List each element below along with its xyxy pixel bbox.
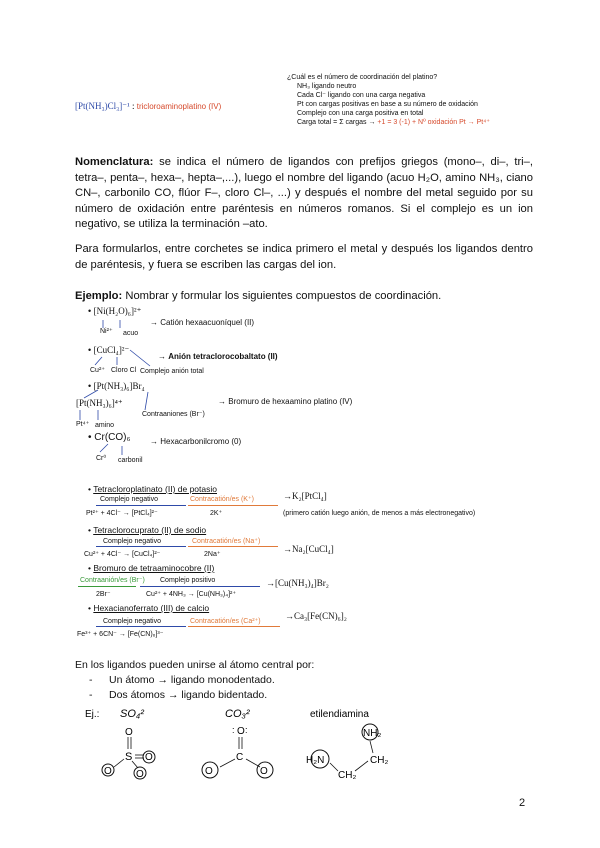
top-formula: [Pt(NH₃)Cl₃]⁻¹ <box>75 101 130 111</box>
form-3-name: Bromuro de tetraaminocobre (II) <box>93 563 215 573</box>
so4-O-left: O <box>104 766 112 777</box>
form-2-rule-b <box>188 546 278 547</box>
named-2-formula: [CuCl₄]²⁻ <box>93 345 130 355</box>
ejemplo-label: Ejemplo: <box>75 290 123 302</box>
arrow-pt-0 <box>84 390 98 398</box>
form-2-contra: Contracatión/es (Na⁺) <box>192 538 261 545</box>
named-4-sub1: Cr⁰ <box>96 455 107 462</box>
named-1-sub1: Ni²⁺ <box>100 328 113 335</box>
en-CH2-bottom: CH₂ <box>338 770 357 781</box>
form-2-complejo: Complejo negativo <box>103 538 161 545</box>
co3-label: CO₃² <box>225 708 250 720</box>
form-2: • Tetraclorocuprato (II) de sodio <box>88 525 207 535</box>
arrow-cu-1 <box>95 357 102 365</box>
named-3-sub2: amino <box>95 422 115 429</box>
co3-O-left: O <box>205 766 213 777</box>
named-3-sub1: Pt⁴⁺ <box>76 421 90 428</box>
form-1-name: Tetracloroplatinato (II) de potasio <box>93 484 217 494</box>
form-4-eq: Fe³⁺ + 6CN⁻ → [Fe(CN)₆]³⁻ <box>77 631 164 638</box>
top-example <box>75 101 221 112</box>
page-number: 2 <box>519 797 526 809</box>
arrow-cu-3 <box>130 350 150 366</box>
form-4-name: Hexacianoferrato (III) de calcio <box>93 603 210 613</box>
form-3-rule-b <box>140 586 260 587</box>
form-4: • Hexacianoferrato (III) de calcio <box>88 603 210 613</box>
named-1-formula: [Ni(H₂O)₆]²⁺ <box>93 306 142 316</box>
named-2-name: Anión tetraclorocobaltato (II) <box>168 352 278 361</box>
form-1-complejo: Complejo negativo <box>100 496 158 503</box>
nomenclatura-text: se indica el número de ligandos con prefijos griegos (mono–, di–, tri–, tetra–, penta–, hexa–, hepta–,...), luego el nombre del ligando (acuo H₂O, amino NH₃, ciano CN–, carbonilo CO, flúor F–, cloro Cl–, ...) y después el nombre del metal seguido por su número de oxidación entre paréntesis en números romanos. Si el complejo es un ion negativo, se utiliza la terminación –ato. <box>75 156 533 230</box>
note-2: Cada Cl⁻ ligando con una carga negativa <box>297 92 426 99</box>
named-1-arrow: → <box>150 318 158 327</box>
form-1-eq: Pt²⁺ + 4Cl⁻ → [PtCl₄]²⁻ <box>86 510 158 517</box>
named-3-sub3: Contraaniones (Br⁻) <box>142 411 205 418</box>
named-4-formula: Cr(CO)₆ <box>94 432 131 443</box>
form-1-note: (primero catión luego anión, de menos a más electronegativo) <box>283 510 476 517</box>
named-3-sub0: [Pt(NH₃)₆]⁴⁺ <box>76 398 123 408</box>
form-3-ion: 2Br⁻ <box>96 591 111 598</box>
arrow-cr-1 <box>100 444 108 452</box>
co3-O-top: O <box>237 726 245 737</box>
form-3: • Bromuro de tetraaminocobre (II) <box>88 563 215 573</box>
coordination-notes <box>287 73 527 127</box>
note-1: NH₃ ligando neutro <box>297 83 357 90</box>
form-1-contra: Contracatión/es (K⁺) <box>190 496 254 503</box>
nomenclatura-paragraph <box>75 155 533 233</box>
form-2-name: Tetraclorocuprato (II) de sodio <box>93 525 207 535</box>
named-4-name: Hexacarbonilcromo (0) <box>160 437 242 446</box>
note-3: Pt con cargas positivas en base a su número de oxidación <box>297 101 478 108</box>
ligandos-item-1: - Un átomo → ligando monodentado. <box>89 674 275 686</box>
so4-O-bottom: O <box>136 769 144 780</box>
charge-line-a: Carga total = Σ cargas → <box>297 119 378 126</box>
form-4-result: →Ca₃[Fe(CN)₆]₂ <box>285 611 347 621</box>
form-4-contra: Contracatión/es (Ca²⁺) <box>190 618 261 625</box>
eg-label: Ej.: <box>85 709 100 720</box>
so4-O-top: O <box>125 727 133 738</box>
ligandos-item-1-text: Un átomo → ligando monodentado. <box>109 674 275 686</box>
named-4-sub2: carbonil <box>118 457 143 464</box>
en-H2N-left: H₂N <box>306 755 325 766</box>
named-2-sub1: Cu²⁺ <box>90 367 105 374</box>
coordination-question: ¿Cuál es el número de coordinación del platino? <box>287 74 438 81</box>
ligand-structures <box>80 703 420 783</box>
form-2-result: →Na₂[CuCl₄] <box>283 544 334 554</box>
svg-text::: : <box>245 725 248 735</box>
charge-line-b: +1 = 3 (-1) + Nº oxidación Pt → Pt⁴⁺ <box>377 119 490 126</box>
form-2-ion: 2Na⁺ <box>204 551 221 558</box>
top-sep: : <box>129 101 137 111</box>
en-NH2-top: NH₂ <box>363 728 382 739</box>
arrow-pt-3 <box>145 392 148 410</box>
ligandos-intro: En los ligandos pueden unirse al átomo central por: <box>75 659 315 671</box>
form-3-contra: Contraanión/es (Br⁻) <box>80 577 145 584</box>
form-2-rule-a <box>96 546 186 547</box>
form-3-result: →[Cu(NH₃)₄]Br₂ <box>266 578 329 588</box>
named-3-name: Bromuro de hexaamino platino (IV) <box>228 397 353 406</box>
named-1-sub2: acuo <box>123 330 139 337</box>
nomenclatura-label: Nomenclatura: <box>75 156 154 168</box>
form-2-eq: Cu²⁺ + 4Cl⁻ → [CuCl₄]²⁻ <box>84 551 161 558</box>
form-3-rule-a <box>78 586 136 587</box>
note-4: Complejo con una carga positiva en total <box>297 110 424 117</box>
named-4-arrow: → <box>150 437 158 446</box>
form-4-rule-b <box>188 626 280 627</box>
ligandos-item-2-text: Dos átomos → ligando bidentado. <box>109 689 268 701</box>
top-name: tricloroaminoplatino (IV) <box>136 102 222 111</box>
formular-text: Para formularlos, entre corchetes se indica primero el metal y después los ligandos dentro de paréntesis, y fuera se escriben las cargas del ion. <box>75 243 533 271</box>
so4-S: S <box>125 751 133 763</box>
named-3-formula: [Pt(NH₃)₆]Br₄ <box>93 381 145 391</box>
named-1-name: Catión hexaacuoníquel (II) <box>160 318 255 327</box>
named-2-sub3: Complejo anión total <box>140 368 204 375</box>
formular-paragraph <box>75 242 533 273</box>
form-4-complejo: Complejo negativo <box>103 618 161 625</box>
ejemplo-text: Nombrar y formular los siguientes compuestos de coordinación. <box>122 290 442 302</box>
form-3-eq: Cu²⁺ + 4NH₃ → [Cu(NH₃)₄]²⁺ <box>146 591 237 598</box>
named-2-arrow: → <box>158 352 166 361</box>
en-CH2-right: CH₂ <box>370 755 389 766</box>
form-1: • Tetracloroplatinato (II) de potasio <box>88 484 217 494</box>
ligandos-item-2: - Dos átomos → ligando bidentado. <box>89 689 268 701</box>
form-1-rule-b <box>188 505 278 506</box>
carbonate-structure <box>202 725 273 778</box>
named-2-sub2: Cloro Cl <box>111 367 137 374</box>
form-3-complejo: Complejo positivo <box>160 577 216 584</box>
form-1-result: →K₂[PtCl₄] <box>283 491 327 501</box>
sulfate-structure <box>102 727 155 780</box>
named-2: • [CuCl₄]²⁻ <box>88 345 130 355</box>
named-3-arrow: → <box>218 397 226 406</box>
form-4-rule-a <box>96 626 186 627</box>
named-4: • Cr(CO)₆ <box>88 432 131 443</box>
ethylenediamine-structure <box>306 724 388 781</box>
co3-O-right: O <box>260 766 268 777</box>
named-3: • [Pt(NH₃)₆]Br₄ <box>88 381 145 391</box>
so4-label: SO₄² <box>120 708 144 720</box>
co3-C: C <box>236 752 244 763</box>
named-1: • [Ni(H₂O)₆]²⁺ <box>88 306 142 316</box>
co3-O-top-dots: : <box>232 725 235 735</box>
form-1-ion: 2K⁺ <box>210 510 223 517</box>
named-arrows <box>70 300 270 470</box>
en-label: etilendiamina <box>310 709 369 720</box>
form-1-rule-a <box>96 505 186 506</box>
so4-O-right: O <box>145 752 153 763</box>
